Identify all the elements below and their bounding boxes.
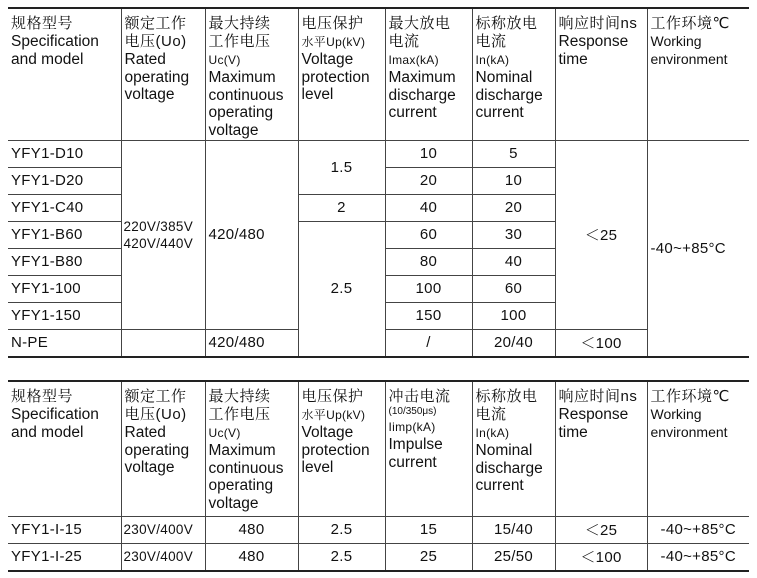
header-impulse-current: 冲击电流 (10/350μs) Iimp(kA) Impulse current — [385, 381, 472, 516]
in-cell: 40 — [472, 248, 555, 275]
table-header-row — [8, 381, 749, 516]
in-cell: 20 — [472, 194, 555, 221]
in-cell: 25/50 — [472, 543, 555, 571]
environment-cell: -40~+85°C — [647, 543, 749, 571]
rated-voltage-cell: 220V/385V 420V/440V — [121, 140, 205, 329]
rated-voltage-cell — [121, 329, 205, 357]
header-environment: 工作环境℃ Working environment — [647, 8, 749, 140]
impulse-current-cell: 15 — [385, 516, 472, 543]
header-rated-voltage: 额定工作 电压(Uo) Rated operating voltage — [121, 8, 205, 140]
header-model: 规格型号 Specification and model — [8, 8, 121, 140]
imax-cell: 60 — [385, 221, 472, 248]
response-time-cell: ＜25 — [555, 140, 647, 329]
header-environment: 工作环境℃ Working environment — [647, 381, 749, 516]
header-response-time: 响应时间ns Response time — [555, 381, 647, 516]
imax-cell: 40 — [385, 194, 472, 221]
protection-level-cell: 2.5 — [298, 516, 385, 543]
in-cell: 100 — [472, 302, 555, 329]
protection-level-cell: 1.5 — [298, 140, 385, 194]
impulse-current-cell: 25 — [385, 543, 472, 571]
model-cell: YFY1-D20 — [8, 167, 121, 194]
response-time-cell: ＜100 — [555, 543, 647, 571]
imax-cell: / — [385, 329, 472, 357]
header-nominal-discharge: 标称放电 电流 In(kA) Nominal discharge current — [472, 381, 555, 516]
header-nominal-discharge: 标称放电 电流 In(kA) Nominal discharge current — [472, 8, 555, 140]
imax-cell: 20 — [385, 167, 472, 194]
model-cell: YFY1-I-15 — [8, 516, 121, 543]
in-cell: 60 — [472, 275, 555, 302]
imax-cell: 150 — [385, 302, 472, 329]
model-cell: YFY1-B60 — [8, 221, 121, 248]
response-time-cell: ＜100 — [555, 329, 647, 357]
rated-voltage-cell: 230V/400V — [121, 516, 205, 543]
header-model: 规格型号 Specification and model — [8, 381, 121, 516]
model-cell: N-PE — [8, 329, 121, 357]
header-max-continuous-voltage: 最大持续 工作电压 Uc(V) Maximum continuous operating voltage — [205, 381, 298, 516]
header-max-continuous-voltage: 最大持续 工作电压 Uc(V) Maximum continuous operating voltage — [205, 8, 298, 140]
in-cell: 5 — [472, 140, 555, 167]
header-voltage-protection: 电压保护 水平Up(kV) Voltage protection level — [298, 8, 385, 140]
protection-level-cell: 2 — [298, 194, 385, 221]
spec-table-1 — [8, 7, 749, 358]
in-cell: 10 — [472, 167, 555, 194]
protection-level-cell: 2.5 — [298, 221, 385, 357]
table-row — [8, 516, 749, 543]
table-row — [8, 543, 749, 571]
max-voltage-cell: 480 — [205, 543, 298, 571]
model-cell: YFY1-150 — [8, 302, 121, 329]
header-rated-voltage: 额定工作 电压(Uo) Rated operating voltage — [121, 381, 205, 516]
max-voltage-cell: 420/480 — [205, 140, 298, 329]
header-response-time: 响应时间ns Response time — [555, 8, 647, 140]
in-cell: 30 — [472, 221, 555, 248]
header-voltage-protection: 电压保护 水平Up(kV) Voltage protection level — [298, 381, 385, 516]
table-header-row — [8, 8, 749, 140]
header-max-discharge: 最大放电 电流 Imax(kA) Maximum discharge current — [385, 8, 472, 140]
model-cell: YFY1-B80 — [8, 248, 121, 275]
imax-cell: 10 — [385, 140, 472, 167]
max-voltage-cell: 480 — [205, 516, 298, 543]
table-row — [8, 140, 749, 167]
model-cell: YFY1-100 — [8, 275, 121, 302]
environment-cell: -40~+85°C — [647, 140, 749, 357]
in-cell: 20/40 — [472, 329, 555, 357]
response-time-cell: ＜25 — [555, 516, 647, 543]
model-cell: YFY1-D10 — [8, 140, 121, 167]
imax-cell: 80 — [385, 248, 472, 275]
rated-voltage-cell: 230V/400V — [121, 543, 205, 571]
max-voltage-cell: 420/480 — [205, 329, 298, 357]
model-cell: YFY1-I-25 — [8, 543, 121, 571]
imax-cell: 100 — [385, 275, 472, 302]
spec-table-2 — [8, 380, 749, 572]
in-cell: 15/40 — [472, 516, 555, 543]
environment-cell: -40~+85°C — [647, 516, 749, 543]
model-cell: YFY1-C40 — [8, 194, 121, 221]
protection-level-cell: 2.5 — [298, 543, 385, 571]
